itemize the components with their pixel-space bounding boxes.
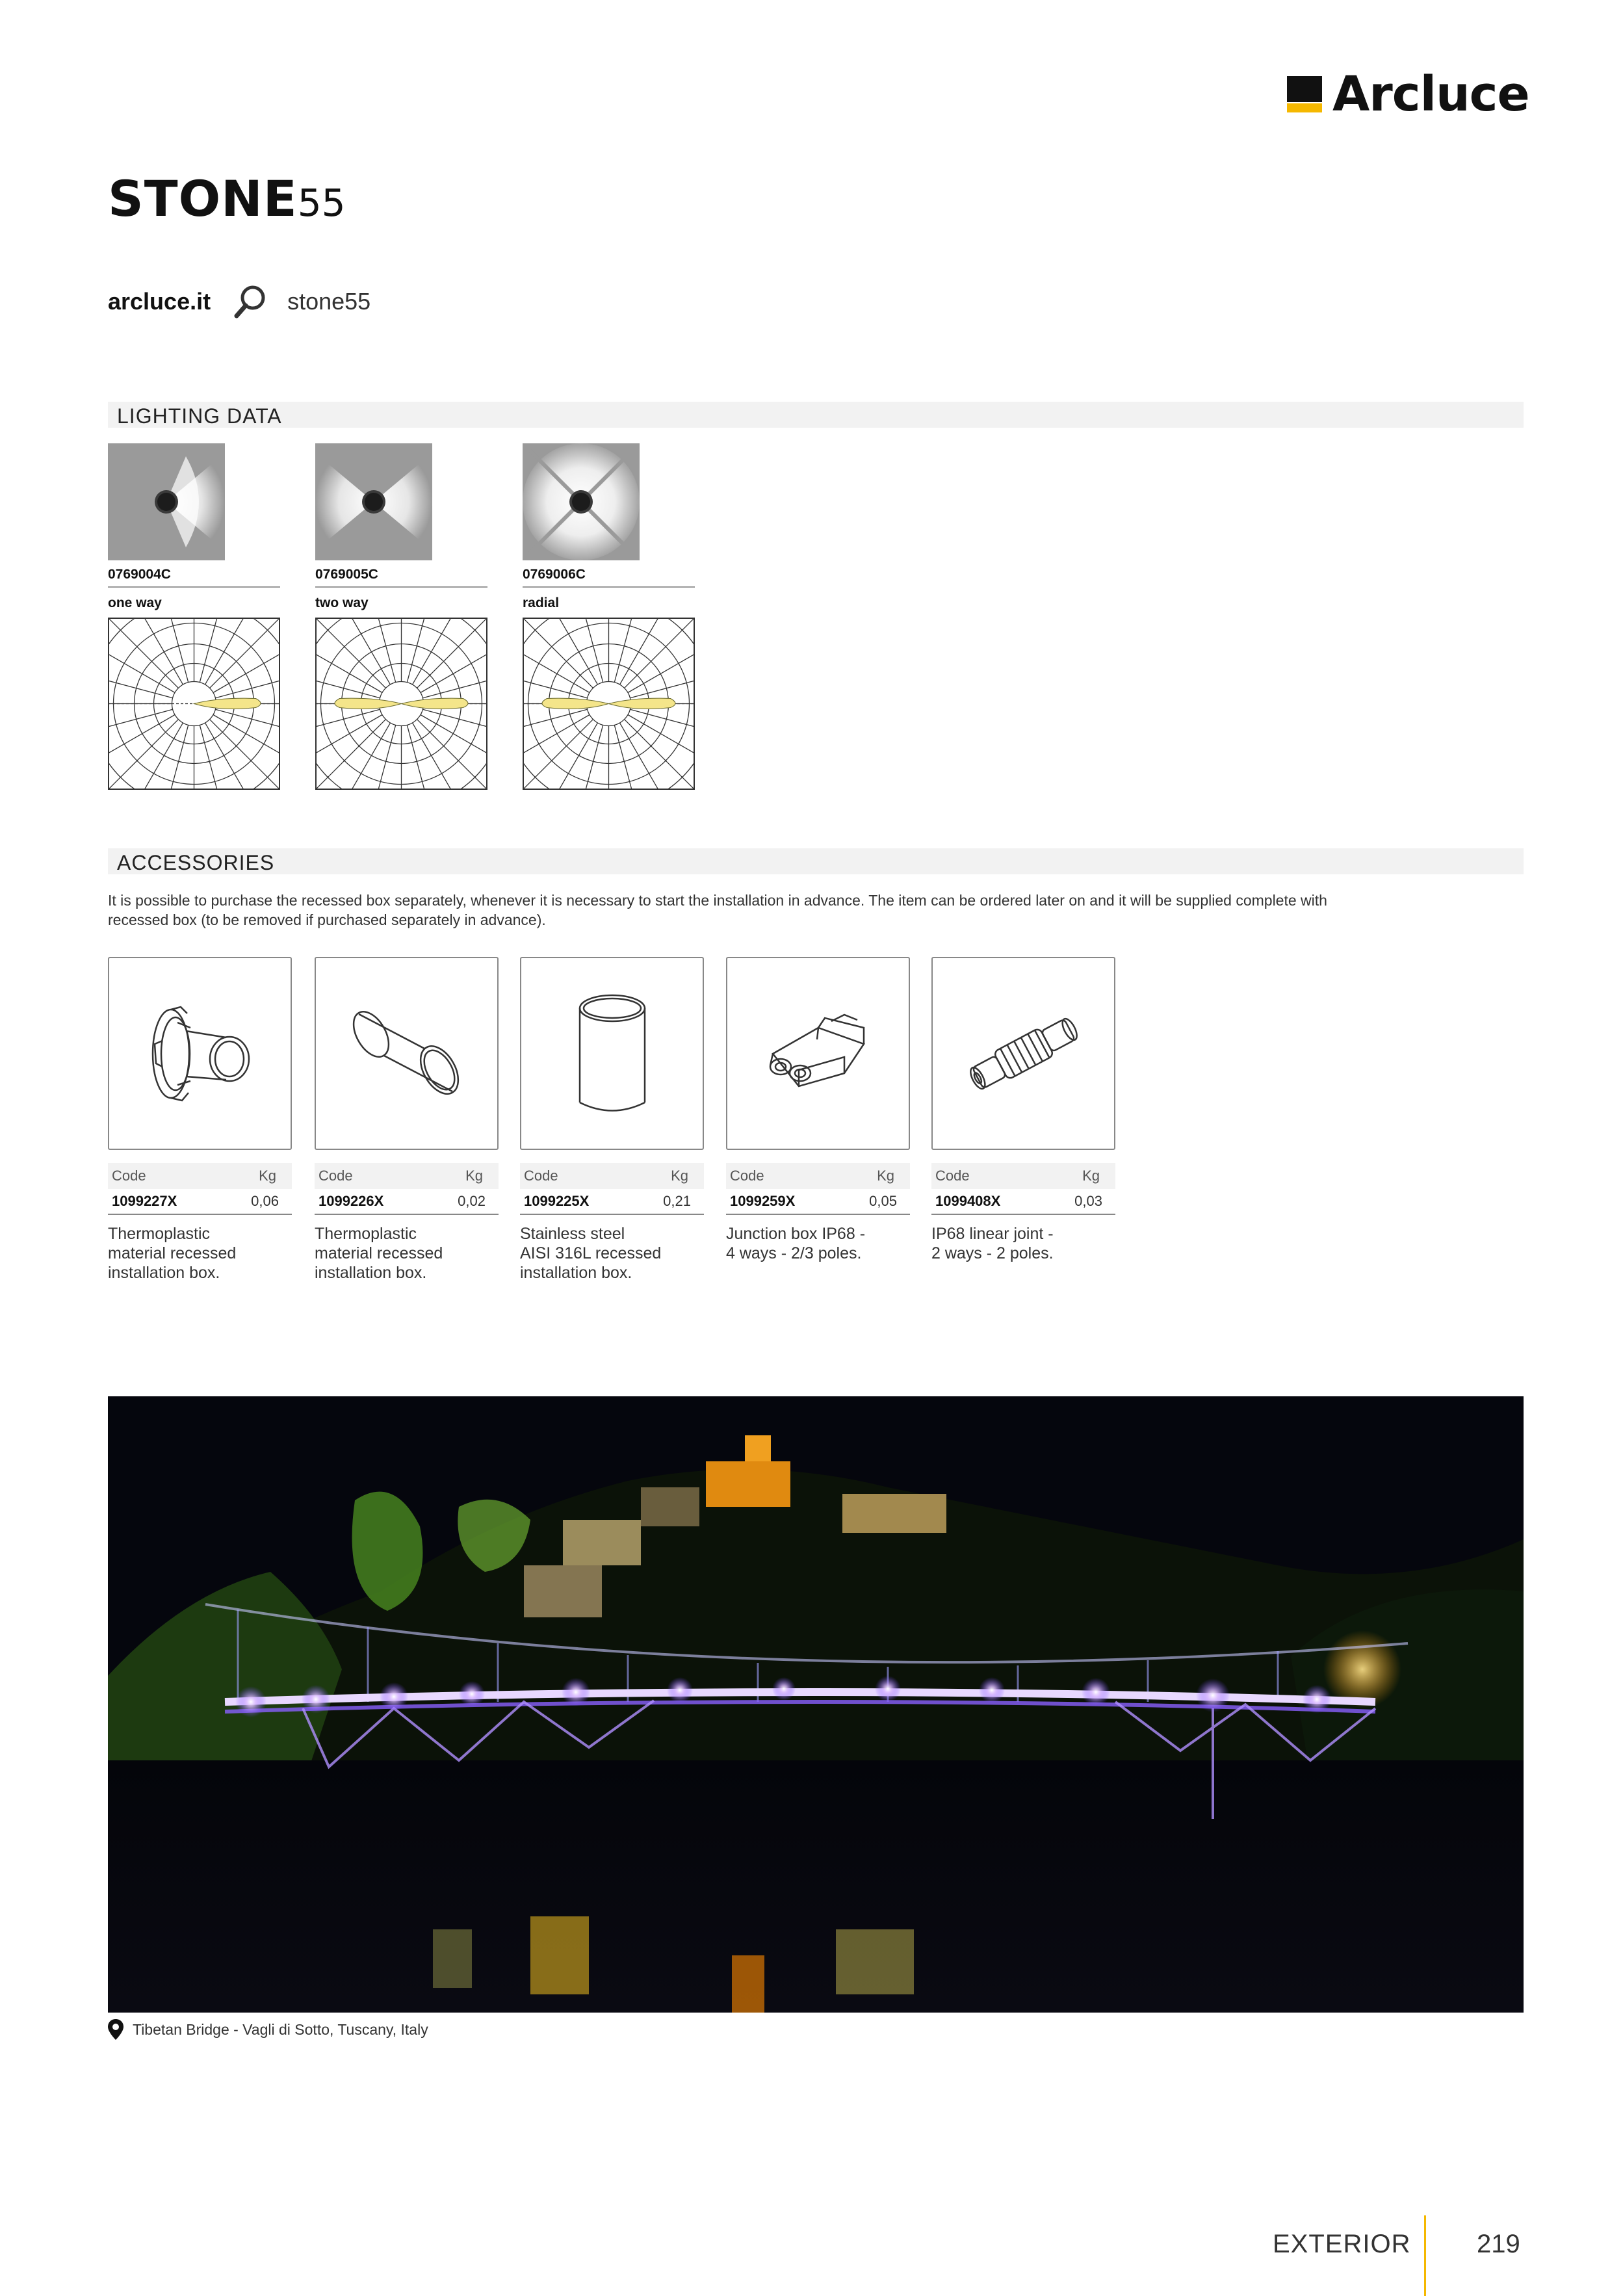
beam-one-way-icon (108, 443, 225, 560)
accessory-image (726, 957, 910, 1150)
code-label: Code (730, 1168, 764, 1184)
accessory-row (931, 1189, 1115, 1215)
map-pin-icon (108, 2019, 123, 2040)
section-accessories-title: ACCESSORIES (117, 851, 275, 874)
linear-joint-icon (952, 982, 1095, 1125)
accessory-image (315, 957, 499, 1150)
website-link[interactable]: arcluce.it (108, 288, 211, 315)
accessory-header (108, 1163, 292, 1189)
brand-logo (1287, 66, 1529, 122)
accessory-header (520, 1163, 704, 1189)
accessory-weight: 0,02 (458, 1193, 486, 1209)
product-title (108, 170, 346, 228)
lighting-code: 0769004C (108, 567, 171, 582)
lighting-item-radial (523, 443, 695, 790)
steel-cylinder-icon (541, 982, 684, 1125)
polar-diagram-one-way (108, 618, 280, 790)
accessory-weight: 0,21 (663, 1193, 691, 1209)
accessory-image (931, 957, 1115, 1150)
accessory-item (108, 957, 292, 1283)
accessory-row (726, 1189, 910, 1215)
accessory-row (315, 1189, 499, 1215)
accessory-code: 1099408X (935, 1193, 1001, 1209)
product-title-number: 55 (297, 181, 346, 225)
accessory-code: 1099226X (318, 1193, 384, 1209)
kg-label: Kg (671, 1168, 688, 1184)
lighting-item-one-way (108, 443, 280, 790)
accessory-image (108, 957, 292, 1150)
accessory-description: Stainless steel AISI 316L recessed installation box. (520, 1225, 662, 1282)
junction-box-icon (747, 982, 890, 1125)
brand-name: Arcluce (1332, 66, 1529, 122)
accessory-image (520, 957, 704, 1150)
recessed-box-flange-icon (129, 982, 272, 1125)
section-accessories (108, 848, 1524, 874)
code-label: Code (112, 1168, 146, 1184)
accessory-description: IP68 linear joint - 2 ways - 2 poles. (931, 1225, 1054, 1262)
kg-label: Kg (259, 1168, 276, 1184)
accessory-weight: 0,03 (1074, 1193, 1102, 1209)
accessory-code: 1099225X (524, 1193, 590, 1209)
accessory-code: 1099259X (730, 1193, 796, 1209)
accessory-description: Junction box IP68 - 4 ways - 2/3 poles. (726, 1225, 866, 1262)
accessory-description: Thermoplastic material recessed installation box. (108, 1225, 237, 1282)
beam-radial-icon (523, 443, 640, 560)
accessory-item (726, 957, 910, 1263)
kg-label: Kg (1082, 1168, 1100, 1184)
page-number: 219 (1477, 2230, 1520, 2258)
section-lighting-data-title: LIGHTING DATA (117, 404, 282, 428)
accessory-item (931, 957, 1115, 1263)
accessory-item (520, 957, 704, 1283)
recessed-box-tube-icon (335, 982, 478, 1125)
accessory-weight: 0,05 (869, 1193, 897, 1209)
code-label: Code (935, 1168, 970, 1184)
accessory-description: Thermoplastic material recessed installation box. (315, 1225, 443, 1282)
polar-diagram-two-way (315, 618, 487, 790)
kg-label: Kg (877, 1168, 894, 1184)
bridge-night-photo (108, 1396, 1524, 2013)
photo-caption (108, 2019, 428, 2040)
polar-diagram-radial (523, 618, 695, 790)
lighting-code: 0769006C (523, 567, 586, 582)
beam-two-way-icon (315, 443, 432, 560)
footer-section: EXTERIOR (1273, 2230, 1411, 2258)
accessories-note: It is possible to purchase the recessed box separately, whenever it is necessary to start the installation in advance. The item can be ordered later on and it will be supplied complete with recessed box (to be removed if purchased separately in advance). (108, 892, 1327, 928)
search-reference (108, 283, 370, 320)
section-lighting-data (108, 402, 1524, 428)
search-icon (233, 283, 266, 320)
accessory-header (726, 1163, 910, 1189)
code-label: Code (524, 1168, 558, 1184)
kg-label: Kg (465, 1168, 483, 1184)
lighting-item-two-way (315, 443, 487, 790)
accessory-weight: 0,06 (251, 1193, 279, 1209)
product-title-main: STONE (108, 170, 298, 228)
logo-mark (1287, 76, 1322, 112)
lighting-type: radial (523, 595, 560, 610)
lighting-type: two way (315, 595, 369, 610)
accessory-row (520, 1189, 704, 1215)
lighting-code: 0769005C (315, 567, 378, 582)
accessory-code: 1099227X (112, 1193, 177, 1209)
footer-divider (1424, 2215, 1426, 2296)
accessory-header (931, 1163, 1115, 1189)
project-photo (108, 1396, 1524, 2013)
lighting-type: one way (108, 595, 162, 610)
code-label: Code (318, 1168, 353, 1184)
accessory-header (315, 1163, 499, 1189)
accessory-item (315, 957, 499, 1283)
accessory-row (108, 1189, 292, 1215)
search-term: stone55 (287, 288, 371, 315)
caption-text: Tibetan Bridge - Vagli di Sotto, Tuscany, Italy (133, 2020, 428, 2038)
